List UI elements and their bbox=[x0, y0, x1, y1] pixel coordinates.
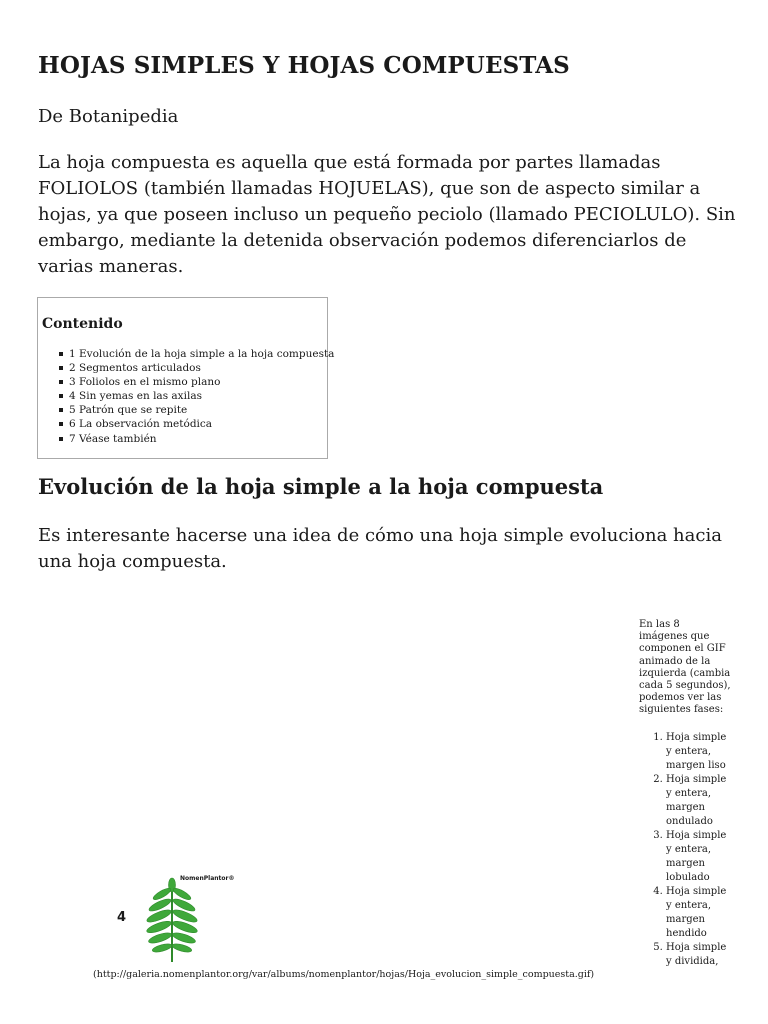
frame-number: 4 bbox=[117, 910, 127, 925]
toc-item[interactable]: 6 La observación metódica bbox=[38, 417, 334, 431]
caption-intro: En las 8 imágenes que componen el GIF animado de la izquierda (cambia cada 5 segundos), podemos ver las siguientes fases: bbox=[639, 619, 731, 716]
toc-item[interactable]: 4 Sin yemas en las axilas bbox=[38, 389, 334, 403]
compound-leaf-icon bbox=[142, 876, 202, 964]
section-heading: Evolución de la hoja simple a la hoja compuesta bbox=[38, 474, 604, 499]
toc-item[interactable]: 2 Segmentos articulados bbox=[38, 361, 334, 375]
image-source-link[interactable]: (http://galeria.nomenplantor.org/var/albums/nomenplantor/hojas/Hoja_evolucion_simple_compuesta.gif) bbox=[93, 969, 595, 980]
intro-paragraph: La hoja compuesta es aquella que está formada por partes llamadas FOLIOLOS (también llamadas HOJUELAS), que son de aspecto similar a hojas, ya que poseen incluso un pequeño peciolo (llamado PECIOLULO). Sin embargo, mediante la detenida observación podemos diferenciarlos de varias maneras. bbox=[38, 152, 736, 277]
table-of-contents bbox=[37, 297, 335, 459]
phase-item: 3. Hoja simple y entera, margen lobulado bbox=[666, 829, 731, 885]
page-title: HOJAS SIMPLES Y HOJAS COMPUESTAS bbox=[38, 52, 570, 79]
leaf-evolution-gif bbox=[98, 864, 244, 964]
phase-item: 1. Hoja simple y entera, margen liso bbox=[666, 731, 731, 773]
nomenplantor-logo: NomenPlantor® bbox=[180, 875, 235, 882]
toc-item[interactable]: 5 Patrón que se repite bbox=[38, 403, 334, 417]
section-paragraph: Es interesante hacerse una idea de cómo una hoja simple evoluciona hacia una hoja compuesta. bbox=[38, 525, 722, 572]
toc-item[interactable]: 1 Evolución de la hoja simple a la hoja compuesta bbox=[38, 347, 334, 361]
toc-item[interactable]: 7 Véase también bbox=[38, 432, 334, 446]
phase-item: 2. Hoja simple y entera, margen ondulado bbox=[666, 773, 731, 829]
page-subtitle: De Botanipedia bbox=[38, 106, 179, 127]
gif-caption bbox=[639, 619, 731, 969]
toc-item[interactable]: 3 Foliolos en el mismo plano bbox=[38, 375, 334, 389]
toc-list bbox=[38, 347, 334, 446]
phase-item: 5. Hoja simple y dividida, bbox=[666, 941, 731, 969]
phase-list bbox=[639, 731, 731, 969]
toc-title: Contenido bbox=[42, 316, 123, 332]
phase-item: 4. Hoja simple y entera, margen hendido bbox=[666, 885, 731, 941]
